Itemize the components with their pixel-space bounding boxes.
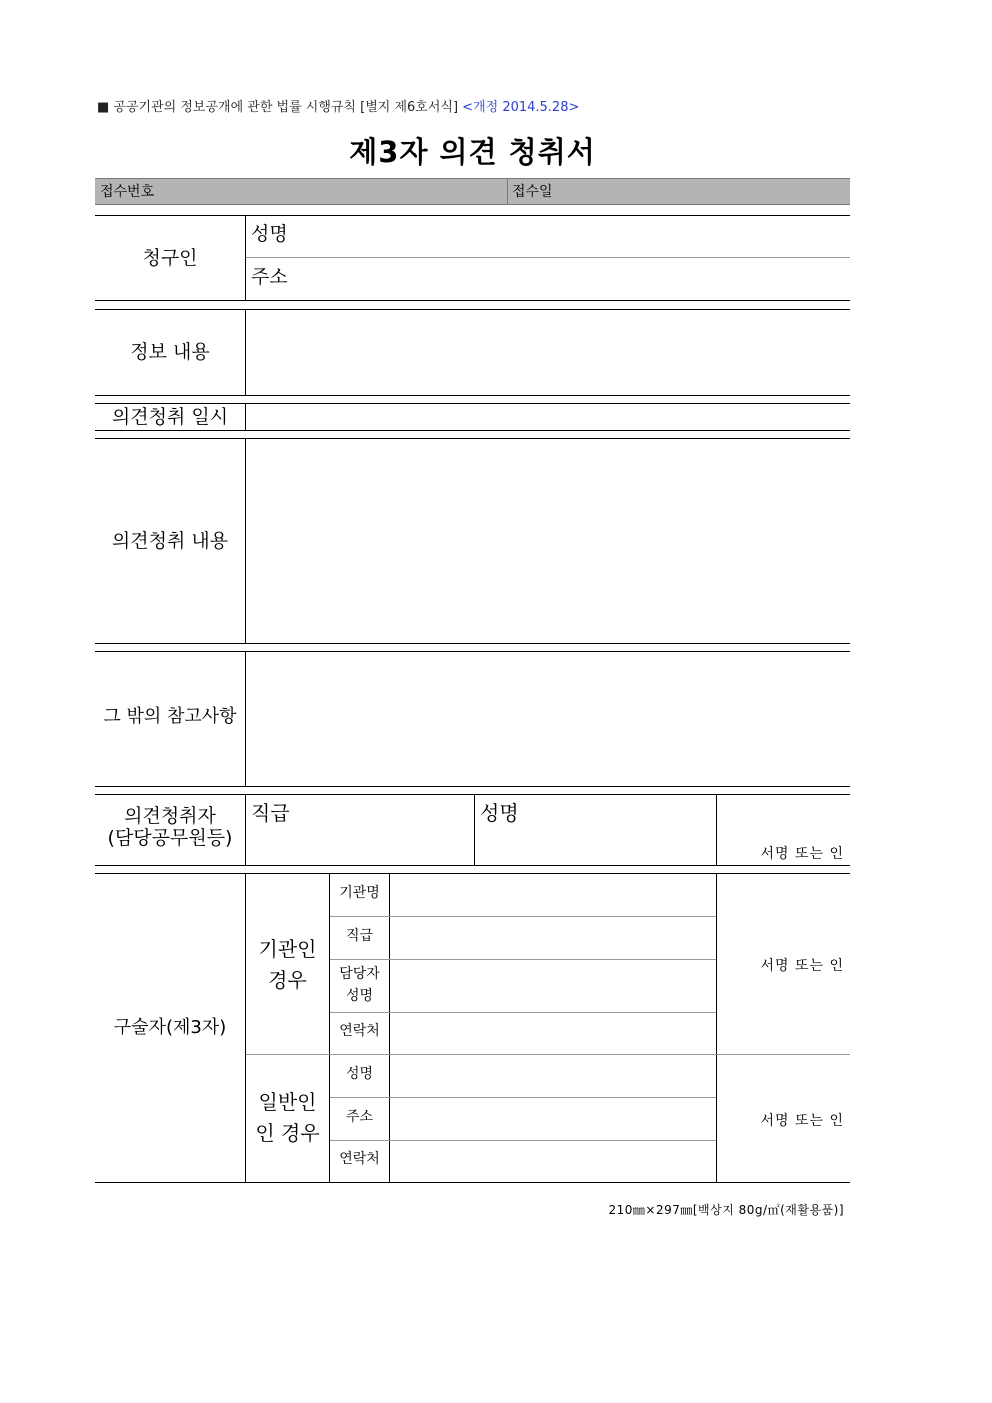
inst-person-label: [330, 963, 389, 1008]
listener-top-border: [95, 794, 850, 795]
listener-name-field[interactable]: 성명: [480, 801, 519, 825]
form-header-note: [97, 96, 579, 115]
indiv-name-label: 성명: [345, 1066, 374, 1082]
other-notes-label: 그 밖의 참고사항: [103, 706, 237, 727]
listener-label-line1: 의견청취자: [124, 805, 216, 827]
inst-position-field[interactable]: [390, 917, 716, 959]
listener-position-field[interactable]: 직급: [251, 801, 290, 825]
statement-giver-label: 구술자(제3자): [113, 1017, 227, 1038]
receipt-bar-top: [95, 178, 850, 179]
requester-top-border: [95, 215, 850, 216]
inst-person-field[interactable]: [390, 960, 716, 1012]
hearing-date-bottom-border: [95, 430, 850, 431]
inst-org-name-label: 기관명: [339, 885, 380, 901]
listener-divider-2: [474, 794, 475, 866]
hearing-date-field[interactable]: [246, 404, 850, 430]
inst-person-line2: 성명: [345, 988, 374, 1005]
indiv-contact-field[interactable]: [390, 1141, 716, 1182]
institution-case-line2: 경우: [268, 968, 307, 992]
indiv-address-field[interactable]: [390, 1098, 716, 1140]
revision-date: <개정 2014.5.28>: [462, 100, 580, 115]
inst-signature-label[interactable]: 서명 또는 인: [760, 958, 844, 974]
receipt-bar: [95, 178, 850, 204]
statement-divider-4: [716, 873, 717, 1183]
indiv-name-field[interactable]: [390, 1055, 716, 1097]
law-reference: ■ 공공기관의 정보공개에 관한 법률 시행규칙 [별지 제6호서식]: [97, 100, 459, 115]
requester-bottom-border: [95, 300, 850, 301]
info-content-label: 정보 내용: [130, 341, 210, 363]
listener-bottom-border: [95, 865, 850, 866]
inst-contact-field[interactable]: [390, 1013, 716, 1054]
hearing-content-label: 의견청취 내용: [111, 530, 229, 552]
info-content-field[interactable]: [246, 310, 850, 395]
inst-position-label: 직급: [345, 928, 374, 944]
requester-label: 청구인: [142, 247, 198, 269]
indiv-contact-label: 연락처: [339, 1151, 380, 1167]
institution-case-label: [246, 934, 329, 996]
requester-address-field[interactable]: 주소: [251, 266, 288, 288]
hearing-content-field[interactable]: [246, 439, 850, 643]
other-notes-bottom-border: [95, 786, 850, 787]
hearing-content-bottom-border: [95, 643, 850, 644]
inst-org-name-field[interactable]: [390, 874, 716, 916]
inst-person-line1: 담당자: [339, 966, 380, 982]
listener-label: [95, 806, 245, 850]
receipt-date-label: 접수일: [512, 184, 553, 200]
individual-case-line2: 인 경우: [255, 1121, 320, 1145]
indiv-signature-label[interactable]: 서명 또는 인: [760, 1113, 844, 1129]
requester-name-field[interactable]: 성명: [251, 223, 288, 245]
individual-case-label: [246, 1087, 329, 1149]
info-content-bottom-border: [95, 395, 850, 396]
institution-case-line1: 기관인: [258, 937, 317, 961]
paper-spec-footer: 210㎜×297㎜[백상지 80g/㎡(재활용품)]: [608, 1203, 844, 1217]
indiv-address-label: 주소: [345, 1109, 374, 1125]
receipt-bar-bottom: [95, 204, 850, 205]
requester-name-row-border: [246, 257, 850, 258]
page-title: 제3자 의견 청취서: [349, 135, 596, 169]
hearing-date-label: 의견청취 일시: [111, 406, 229, 428]
individual-case-line1: 일반인: [258, 1090, 317, 1114]
inst-contact-label: 연락처: [339, 1023, 380, 1039]
listener-signature-label[interactable]: 서명 또는 인: [760, 846, 844, 862]
receipt-divider: [507, 178, 508, 205]
requester-divider: [245, 215, 246, 301]
statement-bottom-border: [95, 1182, 850, 1183]
receipt-number-label: 접수번호: [100, 184, 155, 200]
other-notes-field[interactable]: [246, 652, 850, 786]
listener-divider-1: [245, 794, 246, 866]
listener-label-line2: (담당공무원등): [107, 826, 233, 849]
